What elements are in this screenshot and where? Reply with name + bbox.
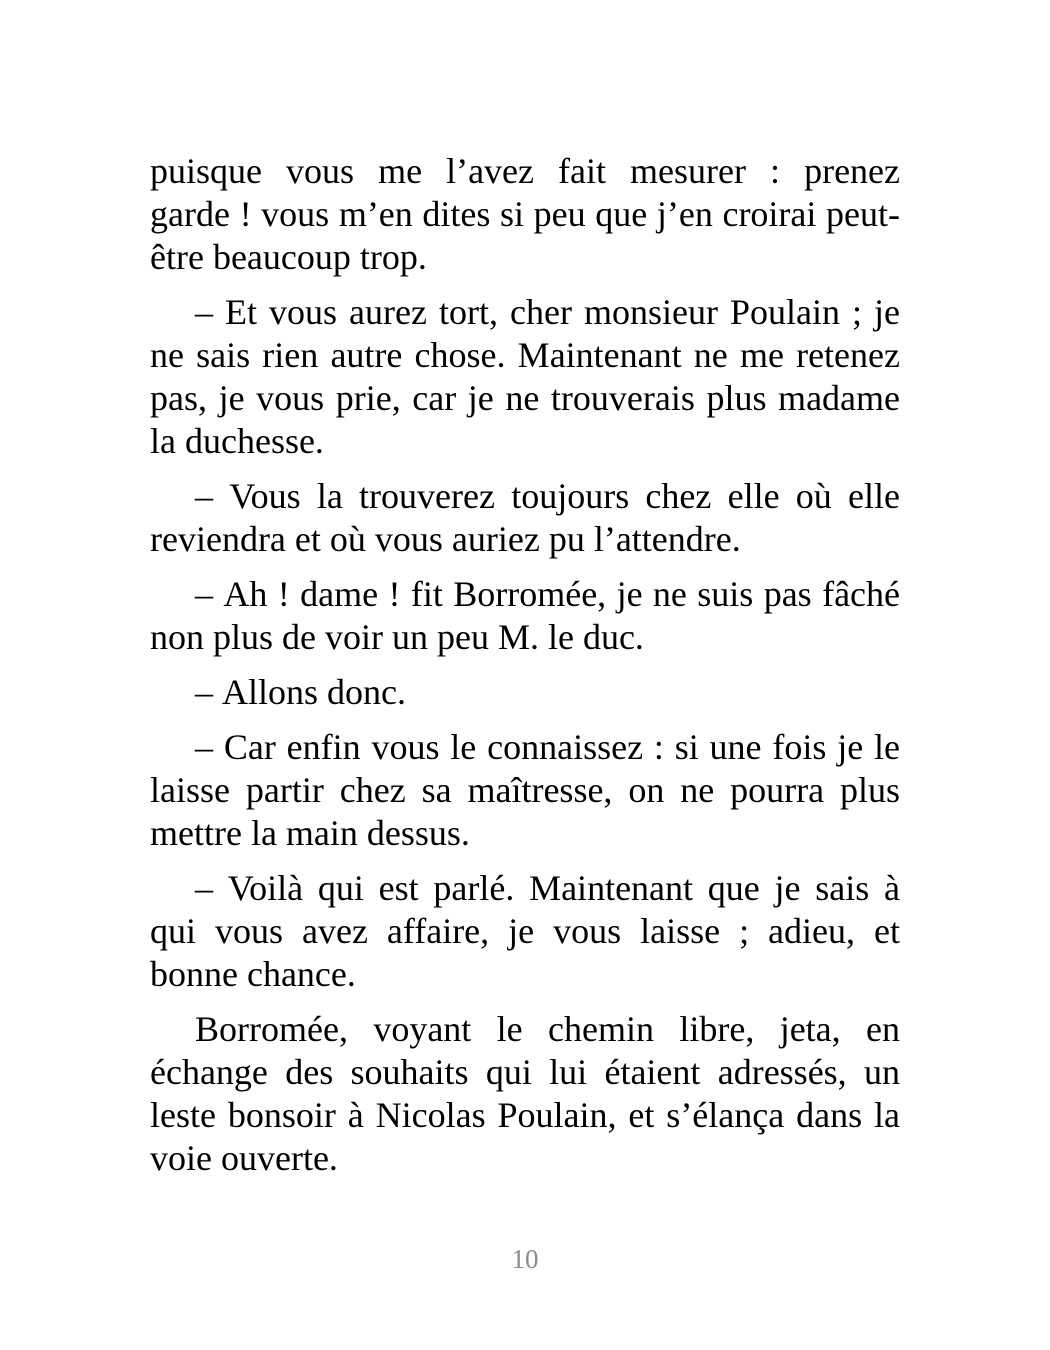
paragraph-4: – Ah ! dame ! fit Borromée, je ne suis pas fâché non plus de voir un peu M. le duc. bbox=[150, 574, 900, 657]
paragraph-5: – Allons donc. bbox=[195, 672, 406, 712]
page-body bbox=[150, 150, 900, 1192]
paragraph-3: – Vous la trouverez toujours chez elle où elle reviendra et où vous auriez pu l’attendre. bbox=[150, 476, 900, 559]
paragraph-7: – Voilà qui est parlé. Maintenant que je sais à qui vous avez affaire, je vous laisse ; adieu, et bonne chance. bbox=[150, 868, 900, 994]
paragraph-2: – Et vous aurez tort, cher monsieur Poulain ; je ne sais rien autre chose. Maintenant ne me retenez pas, je vous prie, car je ne trouverais plus madame la duchesse. bbox=[150, 292, 900, 461]
paragraph-8: Borromée, voyant le chemin libre, jeta, en échange des souhaits qui lui étaient adressés, un leste bonsoir à Nicolas Poulain, et s’élança dans la voie ouverte. bbox=[150, 1009, 900, 1178]
paragraph-1: puisque vous me l’avez fait mesurer : prenez garde ! vous m’en dites si peu que j’en croirai peut-être beaucoup trop. bbox=[150, 151, 900, 277]
paragraph-6: – Car enfin vous le connaissez : si une fois je le laisse partir chez sa maîtresse, on ne pourra plus mettre la main dessus. bbox=[150, 727, 900, 853]
page-number: 10 bbox=[511, 1244, 539, 1274]
